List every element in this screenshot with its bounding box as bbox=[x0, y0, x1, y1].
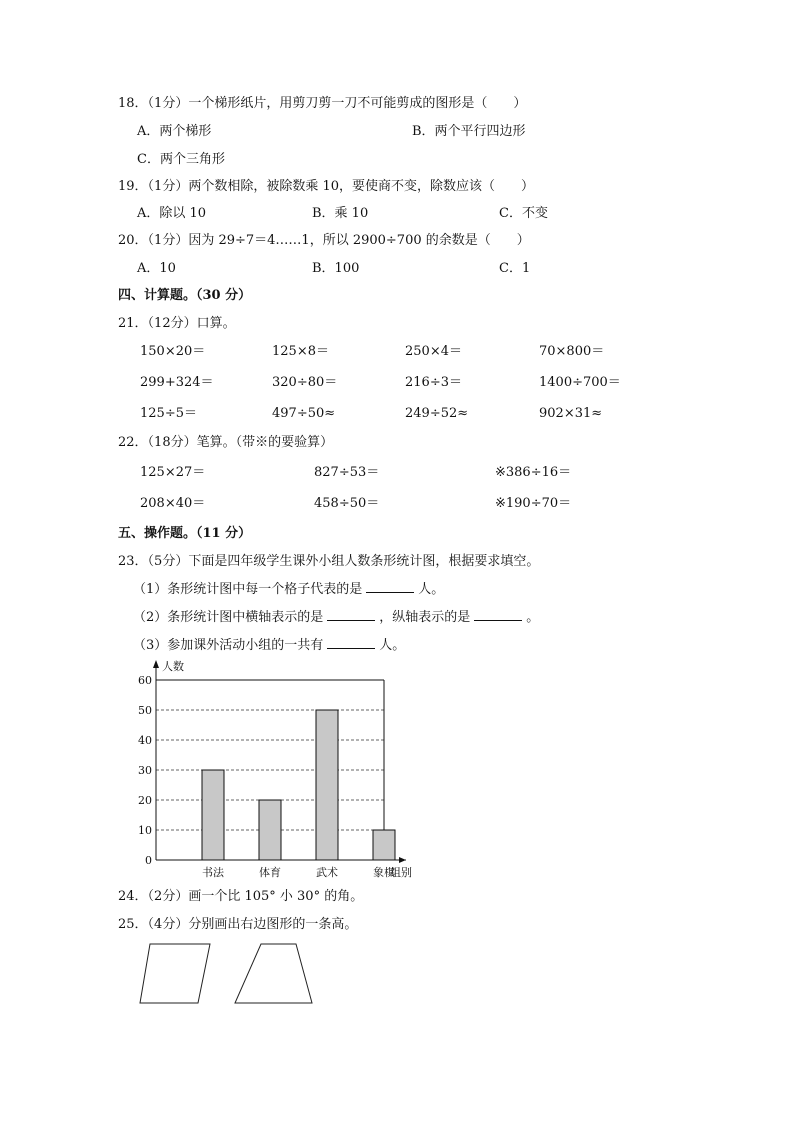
q21-item: 249÷52≈ bbox=[405, 406, 469, 421]
y-tick-label: 0 bbox=[145, 854, 152, 867]
q23-part-2-text: （2）条形统计图中横轴表示的是 bbox=[133, 610, 324, 625]
q23-part-3-unit: 人。 bbox=[379, 638, 406, 653]
q21-item: 1400÷700＝ bbox=[539, 375, 621, 390]
q20-option-c: C．1 bbox=[499, 261, 531, 276]
q22-item: 125×27＝ bbox=[140, 465, 206, 480]
q23-part-3-text: （3）参加课外活动小组的一共有 bbox=[133, 638, 324, 653]
q18-option-a: A．两个梯形 bbox=[137, 124, 212, 139]
y-tick-label: 10 bbox=[138, 824, 152, 837]
bar bbox=[373, 830, 395, 860]
y-axis-arrow bbox=[153, 660, 159, 668]
y-tick-label: 40 bbox=[138, 734, 152, 747]
x-axis-label: 组别 bbox=[390, 866, 412, 879]
q23-part-2-mid: ，纵轴表示的是 bbox=[379, 610, 471, 625]
y-tick-label: 60 bbox=[138, 674, 152, 687]
q21-item: 497÷50≈ bbox=[272, 406, 336, 421]
answer-blank[interactable] bbox=[366, 580, 414, 593]
x-tick-label: 体育 bbox=[259, 866, 281, 879]
q23-part-1-unit: 人。 bbox=[418, 582, 445, 597]
q25-stem: 25．（4分）分别画出右边图形的一条高。 bbox=[118, 917, 358, 932]
q21-item: 125÷5＝ bbox=[140, 406, 197, 421]
x-tick-label: 象棋 bbox=[373, 866, 395, 879]
x-tick-label: 武术 bbox=[316, 866, 338, 879]
q20-option-b: B．100 bbox=[312, 261, 360, 276]
q23-part-1-text: （1）条形统计图中每一个格子代表的是 bbox=[133, 582, 363, 597]
x-tick-label: 书法 bbox=[202, 866, 224, 879]
y-tick-label: 30 bbox=[138, 764, 152, 777]
q20-stem: 20．（1分）因为 29÷7＝4……1，所以 2900÷700 的余数是（ ） bbox=[118, 233, 530, 248]
q22-item: 208×40＝ bbox=[140, 496, 206, 511]
q21-item: 125×8＝ bbox=[272, 344, 329, 359]
section-5-heading: 五、操作题。（11 分） bbox=[118, 526, 252, 541]
q23-part-3 bbox=[133, 636, 405, 654]
answer-blank[interactable] bbox=[474, 608, 522, 621]
bar bbox=[202, 770, 224, 860]
q18-option-c: C．两个三角形 bbox=[137, 152, 225, 167]
trapezoid-shape bbox=[235, 944, 312, 1003]
q19-option-a: A．除以 10 bbox=[137, 206, 207, 221]
q23-part-1 bbox=[133, 580, 444, 598]
bar-chart bbox=[128, 656, 428, 888]
q23-part-2-end: 。 bbox=[526, 610, 540, 625]
q18-option-b: B．两个平行四边形 bbox=[412, 124, 526, 139]
q22-item: 458÷50＝ bbox=[314, 496, 380, 511]
q19-option-b: B．乘 10 bbox=[312, 206, 369, 221]
q19-stem: 19．（1分）两个数相除，被除数乘 10，要使商不变，除数应该（ ） bbox=[118, 179, 534, 194]
q21-item: 150×20＝ bbox=[140, 344, 206, 359]
q22-item: 827÷53＝ bbox=[314, 465, 380, 480]
y-tick-label: 50 bbox=[138, 704, 152, 717]
geometry-figures bbox=[136, 940, 326, 1010]
q21-item: 216÷3＝ bbox=[405, 375, 462, 390]
q18-stem: 18．（1分）一个梯形纸片，用剪刀剪一刀不可能剪成的图形是（ ） bbox=[118, 96, 527, 111]
q20-option-a: A．10 bbox=[137, 261, 176, 276]
q22-item: ※386÷16＝ bbox=[495, 465, 572, 480]
q21-stem: 21．（12分）口算。 bbox=[118, 316, 236, 331]
q24-stem: 24．（2分）画一个比 105° 小 30° 的角。 bbox=[118, 889, 364, 904]
q23-stem: 23．（5分）下面是四年级学生课外小组人数条形统计图，根据要求填空。 bbox=[118, 554, 540, 569]
q19-option-c: C．不变 bbox=[499, 206, 548, 221]
q21-item: 320÷80＝ bbox=[272, 375, 338, 390]
section-4-heading: 四、计算题。（30 分） bbox=[118, 288, 252, 303]
answer-blank[interactable] bbox=[327, 608, 375, 621]
answer-blank[interactable] bbox=[327, 636, 375, 649]
q21-item: 902×31≈ bbox=[539, 406, 603, 421]
q21-item: 250×4＝ bbox=[405, 344, 462, 359]
parallelogram-shape bbox=[140, 944, 210, 1003]
q21-item: 70×800＝ bbox=[539, 344, 605, 359]
y-axis-label: 人数 bbox=[162, 660, 184, 673]
bar bbox=[316, 710, 338, 860]
x-axis-arrow bbox=[399, 857, 406, 863]
q22-stem: 22．（18分）笔算。（带※的要验算） bbox=[118, 435, 334, 450]
q22-item: ※190÷70＝ bbox=[495, 496, 572, 511]
q23-part-2 bbox=[133, 608, 539, 626]
q21-item: 299+324＝ bbox=[140, 375, 214, 390]
bar bbox=[259, 800, 281, 860]
y-tick-label: 20 bbox=[138, 794, 152, 807]
